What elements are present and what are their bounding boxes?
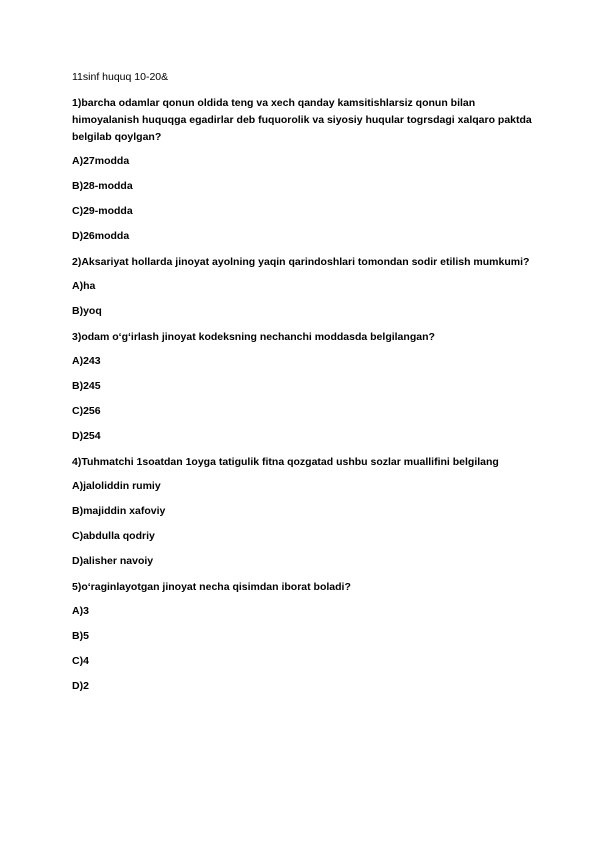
question-block: [72, 329, 532, 443]
question-text: 3)odam oʻgʻirlash jinoyat kodeksning nechanchi moddasda belgilangan?: [72, 331, 435, 343]
document-heading: 11sinf huquq 10-20&: [72, 71, 169, 83]
question-text: 1)barcha odamlar qonun oldida teng va xech qanday kamsitishlarsiz qonun bilan himoyalanish huquqga egadirlar deb fuquorolik va siyosiy huqular togrsdagi xalqaro paktda belgilab qoylgan?: [72, 97, 532, 143]
answer-option: B)5: [72, 630, 89, 642]
answer-option: D)2: [72, 680, 89, 692]
answer-option: C)4: [72, 655, 89, 667]
question-block: [72, 579, 532, 693]
answer-option: A)3: [72, 605, 89, 617]
answer-option: D)26modda: [72, 230, 130, 242]
answer-option: B)245: [72, 380, 101, 392]
question-text: 4)Tuhmatchi 1soatdan 1oyga tatigulik fitna qozgatad ushbu sozlar muallifini belgilang: [72, 456, 499, 468]
answer-option: C)29-modda: [72, 205, 133, 217]
answer-option: B)28-modda: [72, 180, 133, 192]
answer-option: C)abdulla qodriy: [72, 530, 155, 542]
answer-option: A)jaloliddin rumiy: [72, 480, 161, 492]
question-block: [72, 254, 532, 318]
answer-option: B)yoq: [72, 305, 102, 317]
answer-option: C)256: [72, 405, 101, 417]
answer-option: D)alisher navoiy: [72, 555, 154, 567]
answer-option: A)243: [72, 355, 101, 367]
answer-option: B)majiddin xafoviy: [72, 505, 166, 517]
question-block: [72, 95, 532, 243]
question-text: 2)Aksariyat hollarda jinoyat ayolning yaqin qarindoshlari tomondan sodir etilish mumkumi?: [72, 256, 530, 268]
answer-option: A)ha: [72, 280, 96, 292]
answer-option: D)254: [72, 430, 101, 442]
answer-option: A)27modda: [72, 155, 130, 167]
question-block: [72, 454, 532, 568]
question-text: 5)oʻraginlayotgan jinoyat necha qisimdan iborat boladi?: [72, 581, 351, 593]
document-page: [72, 70, 532, 704]
